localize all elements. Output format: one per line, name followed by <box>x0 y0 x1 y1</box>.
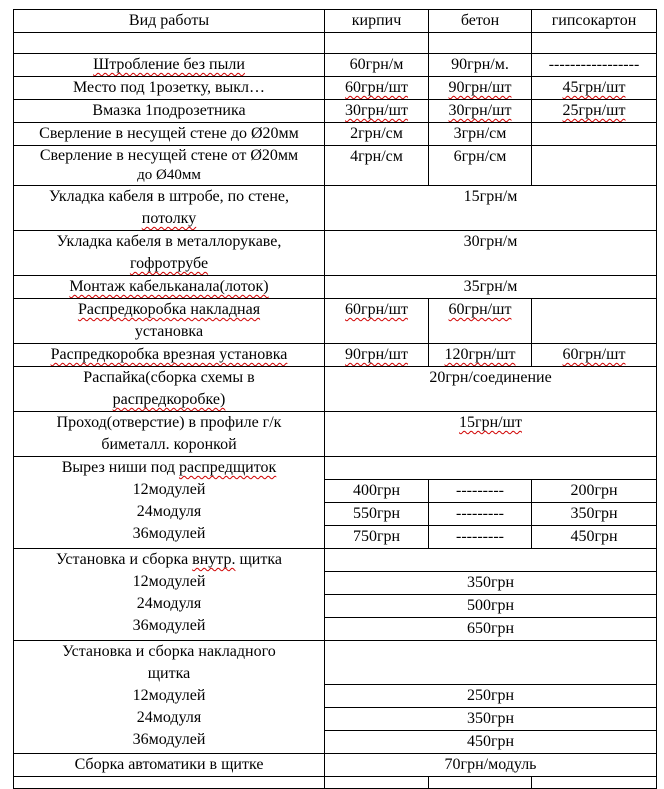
price-merged: 500грн <box>325 595 657 618</box>
module-label: 12модулей <box>132 687 206 704</box>
price-brick: 400грн <box>325 480 429 503</box>
header-concrete: бетон <box>429 10 532 33</box>
internal-panel-title-row <box>14 549 657 572</box>
price-concrete: 90грн/шт <box>429 77 532 100</box>
price-brick: 60грн/шт <box>325 77 429 100</box>
niche-title-row <box>14 457 657 480</box>
table-row <box>14 276 657 299</box>
price-brick: 4грн/см <box>325 146 429 186</box>
work-cell: Сверление в несущей стене от Ø20мм до Ø40мм <box>14 146 325 186</box>
module-label: 24модуля <box>136 709 202 726</box>
price-concrete: --------- <box>429 526 532 549</box>
internal-panel-work-cell: Установка и сборка внутр. щитка 12модулей 24модуля 36модулей <box>14 549 325 641</box>
price-table <box>13 9 657 789</box>
price-brick: 60грн/шт <box>325 299 429 344</box>
module-label: 36модулей <box>132 617 206 634</box>
niche-work-cell: Вырез ниши под распредщиток 12модулей 24модуля 36модулей <box>14 457 325 549</box>
table-row <box>14 54 657 77</box>
price-merged: 15грн/м <box>325 186 657 231</box>
table-row <box>14 100 657 123</box>
price-merged: 350грн <box>325 572 657 595</box>
table-row <box>14 412 657 457</box>
price-merged: 450грн <box>325 731 657 754</box>
price-drywall: 45грн/шт <box>532 77 657 100</box>
price-brick: 60грн/м <box>325 54 429 77</box>
work-cell: Распредкоробка накладная установка <box>14 299 325 344</box>
trailing-row <box>14 777 657 789</box>
price-drywall <box>532 123 657 146</box>
table-row <box>14 754 657 777</box>
price-drywall: 350грн <box>532 503 657 526</box>
price-concrete: 30грн/шт <box>429 100 532 123</box>
price-merged: 250грн <box>325 685 657 708</box>
header-work: Вид работы <box>14 10 325 33</box>
work-cell: Укладка кабеля в металлорукаве, гофротрубе <box>14 231 325 276</box>
price-concrete: --------- <box>429 480 532 503</box>
price-drywall: ----------------- <box>532 54 657 77</box>
price-concrete: 120грн/шт <box>429 344 532 367</box>
price-drywall: 200грн <box>532 480 657 503</box>
module-label: 24модуля <box>136 595 202 612</box>
work-cell: Вмазка 1подрозетника <box>14 100 325 123</box>
work-cell: Штробление без пыли <box>14 54 325 77</box>
price-brick: 30грн/шт <box>325 100 429 123</box>
table-row <box>14 123 657 146</box>
table-row <box>14 367 657 412</box>
price-drywall <box>532 299 657 344</box>
price-merged: 70грн/модуль <box>325 754 657 777</box>
niche-title-underlined: распредщиток <box>179 459 277 476</box>
price-drywall: 25грн/шт <box>532 100 657 123</box>
work-cell: Распредкоробка врезная установка <box>14 344 325 367</box>
table-row <box>14 146 657 186</box>
module-label: 12модулей <box>132 481 206 498</box>
price-merged: 15грн/шт <box>325 412 657 457</box>
price-concrete: 3грн/см <box>429 123 532 146</box>
internal-panel-underlined: внутр. <box>192 551 236 568</box>
header-row <box>14 10 657 33</box>
price-brick: 2грн/см <box>325 123 429 146</box>
price-concrete: --------- <box>429 503 532 526</box>
empty-row <box>14 33 657 54</box>
price-brick: 750грн <box>325 526 429 549</box>
work-cell: Монтаж кабельканала(лоток) <box>14 276 325 299</box>
surface-panel-work-cell: Установка и сборка накладного щитка 12модулей 24модуля 36модулей <box>14 641 325 754</box>
module-label: 12модулей <box>132 573 206 590</box>
table-row <box>14 299 657 344</box>
module-label: 24модуля <box>136 503 202 520</box>
price-brick: 90грн/шт <box>325 344 429 367</box>
work-cell: Место под 1розетку, выкл… <box>14 77 325 100</box>
table-row <box>14 231 657 276</box>
price-concrete: 60грн/шт <box>429 299 532 344</box>
table-row <box>14 77 657 100</box>
work-cell: Укладка кабеля в штробе, по стене, потолку <box>14 186 325 231</box>
price-merged: 35грн/м <box>325 276 657 299</box>
table-row <box>14 186 657 231</box>
table-row <box>14 344 657 367</box>
header-brick: кирпич <box>325 10 429 33</box>
price-merged: 350грн <box>325 708 657 731</box>
price-drywall: 60грн/шт <box>532 344 657 367</box>
module-label: 36модулей <box>132 525 206 542</box>
work-cell: Сверление в несущей стене до Ø20мм <box>14 123 325 146</box>
header-drywall: гипсокартон <box>532 10 657 33</box>
price-concrete: 90грн/м. <box>429 54 532 77</box>
price-merged: 30грн/м <box>325 231 657 276</box>
price-drywall <box>532 146 657 186</box>
work-cell: Распайка(сборка схемы в распредкоробке) <box>14 367 325 412</box>
price-concrete: 6грн/см <box>429 146 532 186</box>
work-cell: Проход(отверстие) в профиле г/к биметалл. коронкой <box>14 412 325 457</box>
price-merged: 650грн <box>325 618 657 641</box>
price-merged: 20грн/соединение <box>325 367 657 412</box>
price-drywall: 450грн <box>532 526 657 549</box>
surface-panel-title-row <box>14 641 657 685</box>
work-cell: Сборка автоматики в щитке <box>14 754 325 777</box>
module-label: 36модулей <box>132 731 206 748</box>
price-brick: 550грн <box>325 503 429 526</box>
